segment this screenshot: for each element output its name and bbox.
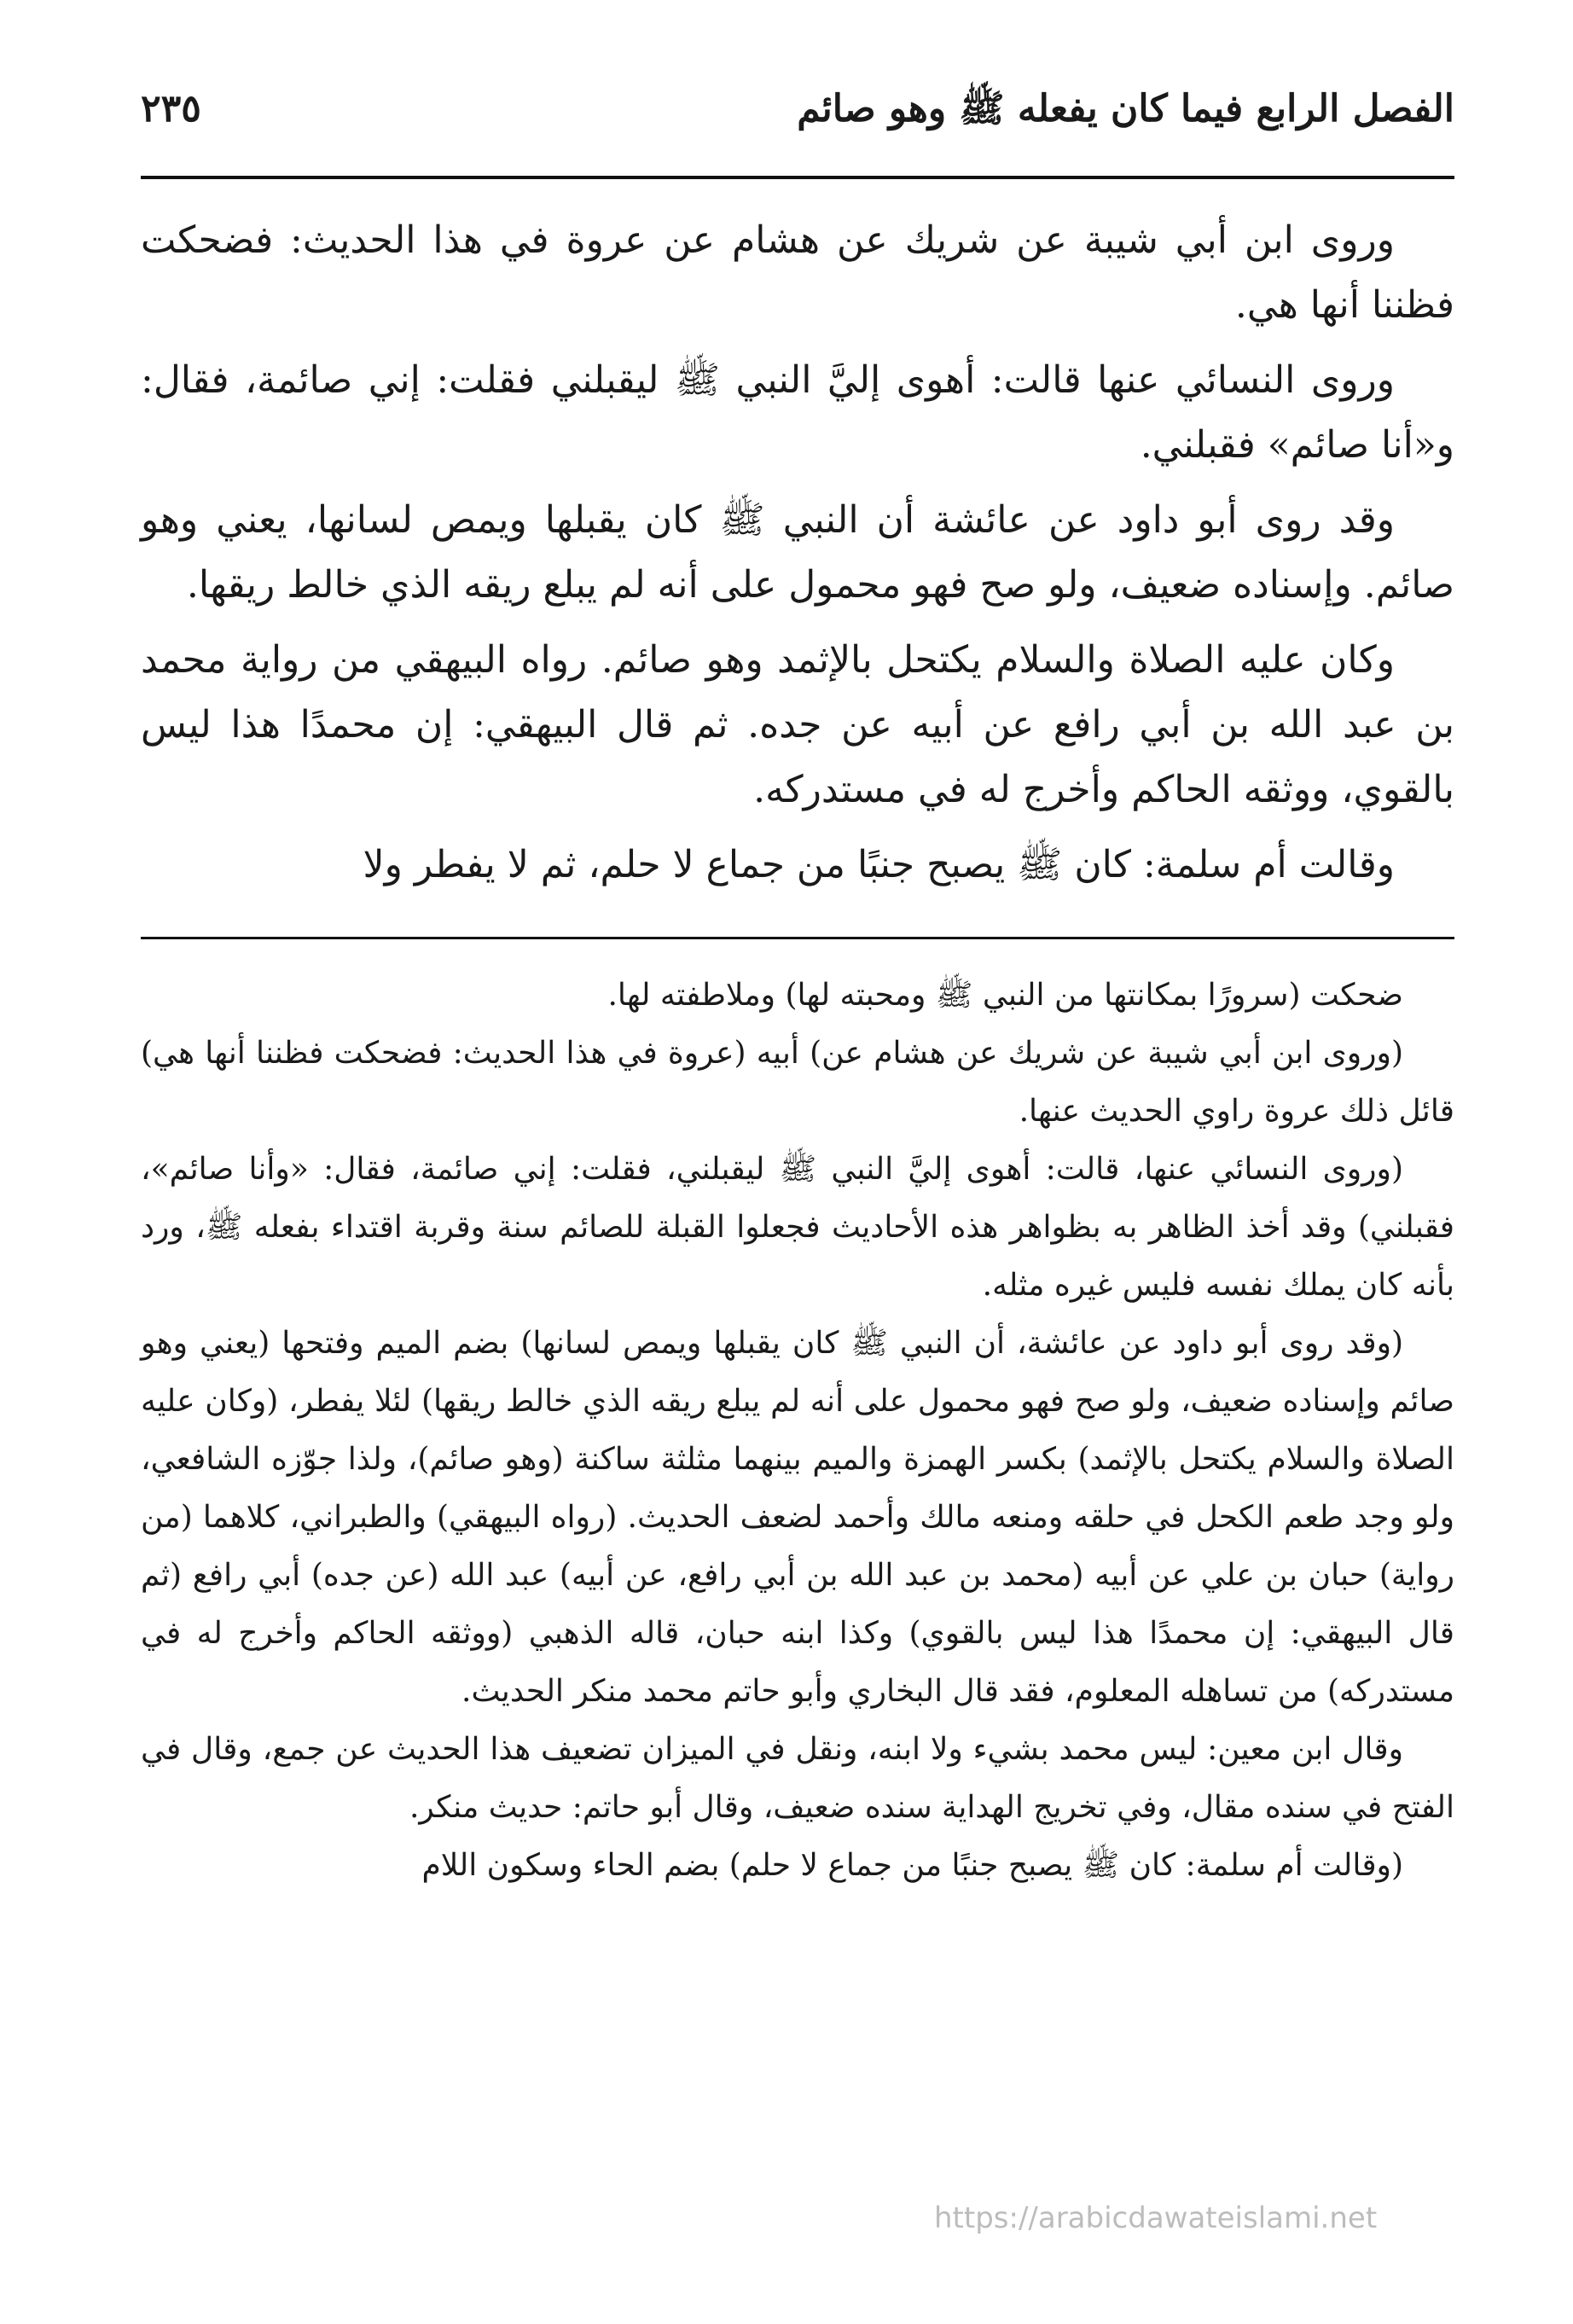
header-rule <box>141 176 1454 179</box>
commentary-paragraph: (وقد روى أبو داود عن عائشة، أن النبي ﷺ كان يقبلها ويمص لسانها) بضم الميم وفتحها (يعني وهو صائم وإسناده ضعيف، ولو صح فهو محمول على أنه لم يبلع ريقه الذي خالط ريقها) لئلا يفطر، (وكان عليه الصلاة والسلام يكتحل بالإثمد) بكسر الهمزة والميم بينهما مثلثة ساكنة (وهو صائم)، ولذا جوّزه الشافعي، ولو وجد طعم الكحل في حلقه ومنعه مالك وأحمد لضعف الحديث. (رواه البيهقي) والطبراني، كلاهما (من رواية) حبان بن علي عن أبيه (محمد بن عبد الله بن أبي رافع، عن أبيه) عبد الله (عن جده) أبي رافع (ثم قال البيهقي: إن محمدًا هذا ليس بالقوي) وكذا ابنه حبان، قاله الذهبي (ووثقه الحاكم وأخرج له في مستدركه) من تساهله المعلوم، فقد قال البخاري وأبو حاتم محمد منكر الحديث. <box>141 1326 1454 1709</box>
commentary-paragraph: ضحكت (سرورًا بمكانتها من النبي ﷺ ومحبته لها) وملاطفته لها. <box>607 978 1403 1013</box>
main-paragraph: وروى ابن أبي شيبة عن شريك عن هشام عن عروة في هذا الحديث: فضحكت فظننا أنها هي. <box>141 218 1454 327</box>
book-page <box>141 85 1454 1895</box>
main-paragraph: وقد روى أبو داود عن عائشة أن النبي ﷺ كان يقبلها ويمص لسانها، يعني وهو صائم. وإسناده ضعيف، ولو صح فهو محمول على أنه لم يبلع ريقه الذي خالط ريقها. <box>141 498 1454 607</box>
commentary-paragraph: وقال ابن معين: ليس محمد بشيء ولا ابنه، ونقل في الميزان تضعيف هذا الحديث عن جمع، وقال في الفتح في سنده مقال، وفي تخريج الهداية سنده ضعيف، وقال أبو حاتم: حديث منكر. <box>141 1732 1454 1825</box>
chapter-title: الفصل الرابع فيما كان يفعله ﷺ وهو صائم <box>797 87 1454 131</box>
main-paragraph: وقالت أم سلمة: كان ﷺ يصبح جنبًا من جماع لا حلم، ثم لا يفطر ولا <box>363 843 1395 886</box>
watermark-url: https://arabicdawateislami.net <box>934 2201 1378 2235</box>
main-paragraph: وكان عليه الصلاة والسلام يكتحل بالإثمد وهو صائم. رواه البيهقي من رواية محمد بن عبد الله بن أبي رافع عن أبيه عن جده. ثم قال البيهقي: إن محمدًا هذا ليس بالقوي، ووثقه الحاكم وأخرج له في مستدركه. <box>141 638 1454 811</box>
page-number: ٢٣٥ <box>141 87 201 131</box>
commentary-paragraph: (وروى النسائي عنها، قالت: أهوى إليَّ النبي ﷺ ليقبلني، فقلت: إني صائمة، فقال: «وأنا صائم»، فقبلني) وقد أخذ الظاهر به بظواهر هذه الأحاديث فجعلوا القبلة للصائم سنة وقربة اقتداء بفعله ﷺ، ورد بأنه كان يملك نفسه فليس غيره مثله. <box>141 1152 1454 1303</box>
commentary-text <box>141 967 1454 1895</box>
running-header <box>141 85 1454 171</box>
commentary-paragraph: (وروى ابن أبي شيبة عن شريك عن هشام عن) أبيه (عروة في هذا الحديث: فضحكت فظننا أنها هي) قائل ذلك عروة راوي الحديث عنها. <box>141 1036 1454 1129</box>
main-paragraph: وروى النسائي عنها قالت: أهوى إليَّ النبي ﷺ ليقبلني فقلت: إني صائمة، فقال: و«أنا صائم» فقبلني. <box>141 358 1454 467</box>
commentary-divider <box>141 937 1454 939</box>
main-text <box>141 208 1454 898</box>
commentary-paragraph: (وقالت أم سلمة: كان ﷺ يصبح جنبًا من جماع لا حلم) بضم الحاء وسكون اللام <box>421 1848 1403 1883</box>
